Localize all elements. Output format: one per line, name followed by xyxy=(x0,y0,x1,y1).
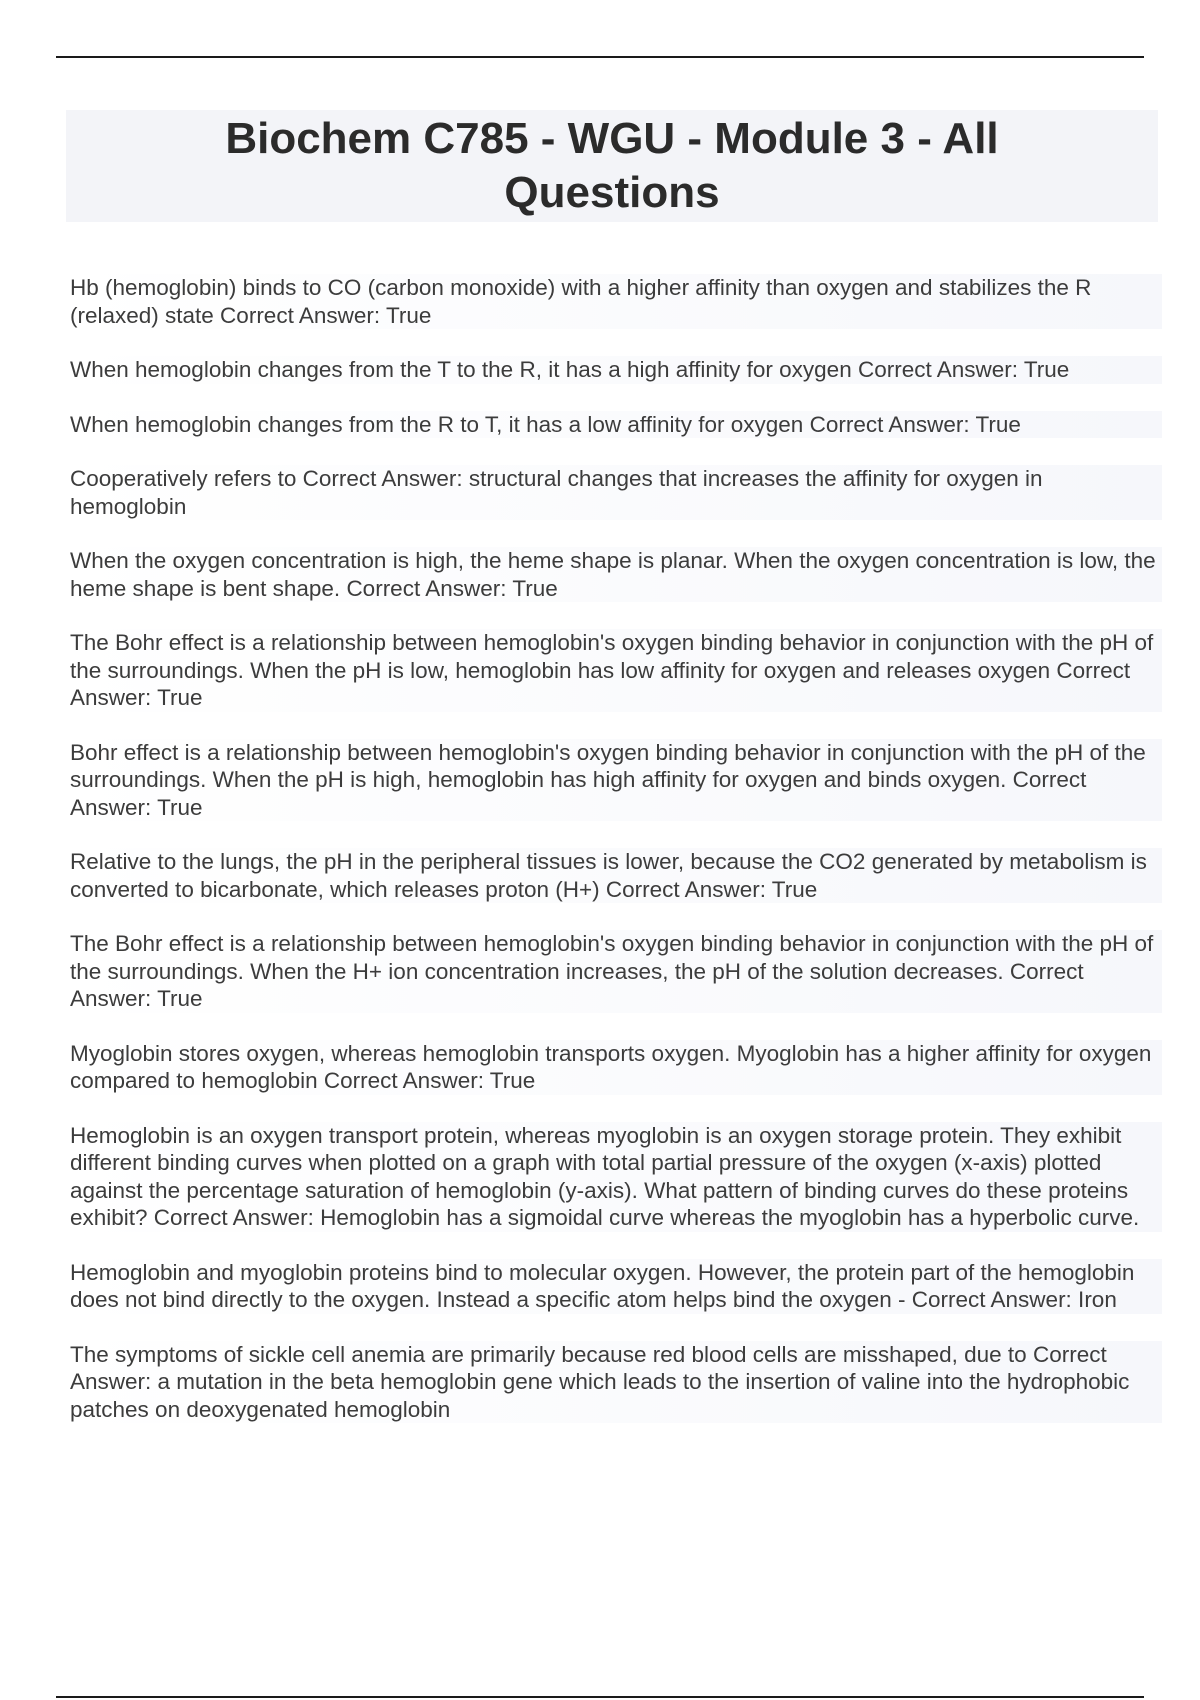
page-title: Biochem C785 - WGU - Module 3 - All Questions xyxy=(225,114,999,217)
question-item: Myoglobin stores oxygen, whereas hemoglobin transports oxygen. Myoglobin has a higher affinity for oxygen compared to hemoglobin Correct Answer: True xyxy=(70,1040,1162,1095)
title-banner xyxy=(66,110,1158,222)
question-item: The Bohr effect is a relationship between hemoglobin's oxygen binding behavior in conjunction with the pH of the surroundings. When the H+ ion concentration increases, the pH of the solution decreases. Correct Answer: True xyxy=(70,930,1162,1013)
question-item: Hb (hemoglobin) binds to CO (carbon monoxide) with a higher affinity than oxygen and stabilizes the R (relaxed) state Correct Answer: True xyxy=(70,274,1162,329)
question-item: Bohr effect is a relationship between hemoglobin's oxygen binding behavior in conjunction with the pH of the surroundings. When the pH is high, hemoglobin has high affinity for oxygen and binds oxygen. Correct Answer: True xyxy=(70,739,1162,822)
question-item: Relative to the lungs, the pH in the peripheral tissues is lower, because the CO2 generated by metabolism is converted to bicarbonate, which releases proton (H+) Correct Answer: True xyxy=(70,848,1162,903)
question-list xyxy=(70,274,1162,1450)
question-item: The symptoms of sickle cell anemia are primarily because red blood cells are misshaped, due to Correct Answer: a mutation in the beta hemoglobin gene which leads to the insertion of valine into the hydrophobic patches on deoxygenated hemoglobin xyxy=(70,1341,1162,1424)
top-rule xyxy=(56,56,1144,58)
question-item: Hemoglobin and myoglobin proteins bind to molecular oxygen. However, the protein part of the hemoglobin does not bind directly to the oxygen. Instead a specific atom helps bind the oxygen - Correct Answer: Iron xyxy=(70,1259,1162,1314)
question-item: Cooperatively refers to Correct Answer: structural changes that increases the affinity for oxygen in hemoglobin xyxy=(70,465,1162,520)
bottom-rule xyxy=(56,1696,1144,1698)
question-item: When the oxygen concentration is high, the heme shape is planar. When the oxygen concentration is low, the heme shape is bent shape. Correct Answer: True xyxy=(70,547,1162,602)
question-item: When hemoglobin changes from the R to T, it has a low affinity for oxygen Correct Answer: True xyxy=(70,411,1162,439)
question-item: When hemoglobin changes from the T to the R, it has a high affinity for oxygen Correct Answer: True xyxy=(70,356,1162,384)
question-item: Hemoglobin is an oxygen transport protein, whereas myoglobin is an oxygen storage protein. They exhibit different binding curves when plotted on a graph with total partial pressure of the oxygen (x-axis) plotted against the percentage saturation of hemoglobin (y-axis). What pattern of binding curves do these proteins exhibit? Correct Answer: Hemoglobin has a sigmoidal curve whereas the myoglobin has a hyperbolic curve. xyxy=(70,1122,1162,1232)
question-item: The Bohr effect is a relationship between hemoglobin's oxygen binding behavior in conjunction with the pH of the surroundings. When the pH is low, hemoglobin has low affinity for oxygen and releases oxygen Correct Answer: True xyxy=(70,629,1162,712)
